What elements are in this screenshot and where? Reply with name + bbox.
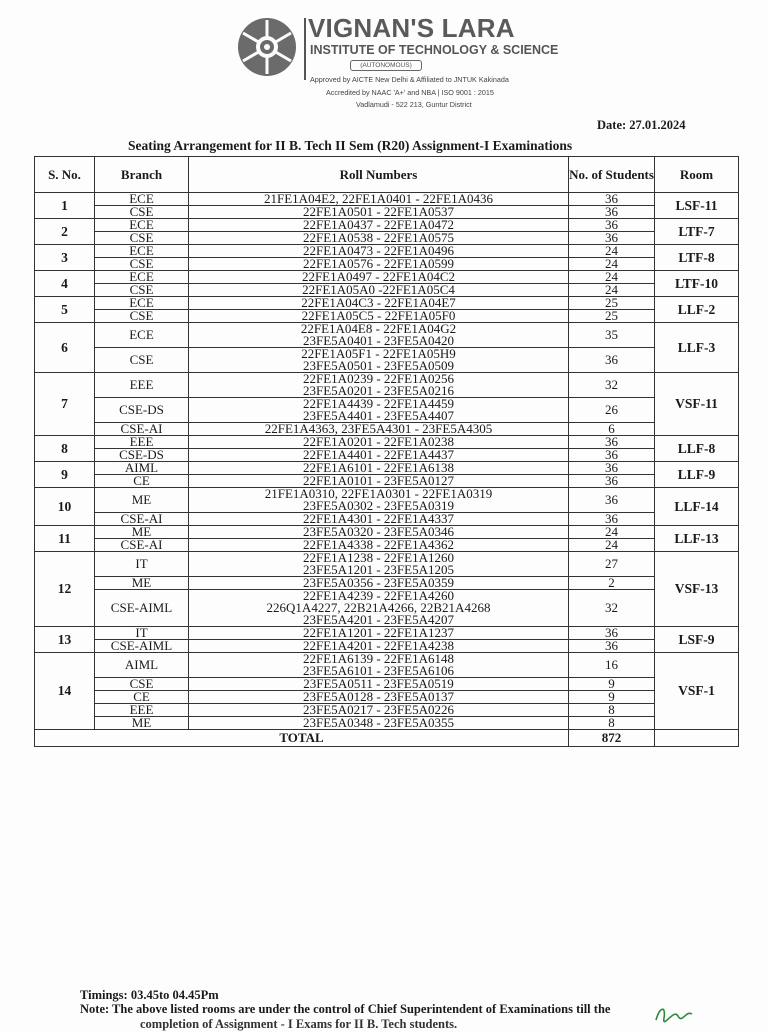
room-cell: LLF-9: [655, 462, 739, 488]
branch-cell: ECE: [95, 271, 189, 284]
branch-cell: CSE-DS: [95, 449, 189, 462]
branch-cell: ME: [95, 526, 189, 539]
seating-table: [34, 156, 739, 747]
roll-number-range: 22FE1A1238 - 22FE1A1260: [303, 550, 454, 565]
branch-cell: ECE: [95, 219, 189, 232]
header-roll-numbers: Roll Numbers: [189, 157, 569, 193]
roll-numbers-cell: [189, 348, 569, 373]
roll-numbers-cell: [189, 717, 569, 730]
roll-number-range: 23FE5A4201 - 23FE5A4207: [303, 612, 454, 627]
roll-number-range: 23FE5A0348 - 23FE5A0355: [303, 715, 454, 730]
note-continued: completion of Assignment - I Exams for II B. Tech students.: [140, 1017, 458, 1031]
table-row: [35, 717, 739, 730]
header-divider: [304, 18, 306, 80]
branch-cell: IT: [95, 627, 189, 640]
student-count-cell: 24: [569, 245, 655, 258]
roll-number-range: 23FE5A0320 - 23FE5A0346: [303, 524, 454, 539]
roll-number-range: 22FE1A4301 - 22FE1A4337: [303, 511, 454, 526]
branch-cell: AIML: [95, 462, 189, 475]
roll-number-range: 22FE1A6139 - 22FE1A6148: [303, 651, 454, 666]
branch-cell: ECE: [95, 193, 189, 206]
student-count-cell: 8: [569, 704, 655, 717]
room-cell: VSF-1: [655, 653, 739, 730]
branch-cell: CSE: [95, 310, 189, 323]
student-count-cell: 32: [569, 590, 655, 627]
institute-header: [236, 12, 576, 112]
roll-number-range: 23FE5A0128 - 23FE5A0137: [303, 689, 454, 704]
roll-numbers-cell: [189, 653, 569, 678]
approval-text: Approved by AICTE New Delhi & Affiliated to JNTUK Kakinada: [310, 75, 509, 84]
branch-cell: ECE: [95, 245, 189, 258]
roll-number-range: 23FE5A1201 - 23FE5A1205: [303, 562, 454, 577]
note: Note: The above listed rooms are under the control of Chief Superintendent of Examinations till the: [80, 1002, 611, 1016]
branch-cell: CSE: [95, 258, 189, 271]
room-cell: LLF-14: [655, 488, 739, 526]
serial-number: 13: [35, 627, 95, 653]
student-count-cell: 9: [569, 691, 655, 704]
institute-logo-icon: [236, 16, 298, 78]
room-cell: LSF-9: [655, 627, 739, 653]
student-count-cell: 25: [569, 297, 655, 310]
table-row: [35, 590, 739, 627]
institute-name: VIGNAN'S LARA: [308, 13, 515, 43]
student-count-cell: 24: [569, 526, 655, 539]
branch-cell: CSE: [95, 678, 189, 691]
roll-number-range: 22FE1A0101 - 23FE5A0127: [303, 473, 454, 488]
roll-number-range: 22FE1A0576 - 22FE1A0599: [303, 256, 454, 271]
roll-number-range: 23FE5A0201 - 23FE5A0216: [303, 383, 454, 398]
student-count-cell: 36: [569, 462, 655, 475]
roll-number-range: 22FE1A04E8 - 22FE1A04G2: [300, 321, 457, 336]
branch-cell: EEE: [95, 373, 189, 398]
roll-number-range: 22FE1A1201 - 22FE1A1237: [303, 625, 454, 640]
room-cell: LLF-2: [655, 297, 739, 323]
roll-number-range: 23FE5A0217 - 23FE5A0226: [303, 702, 454, 717]
date: Date: 27.01.2024: [597, 118, 686, 132]
roll-number-range: 22FE1A6101 - 22FE1A6138: [303, 460, 454, 475]
branch-cell: CSE-AI: [95, 513, 189, 526]
roll-number-range: 21FE1A04E2, 22FE1A0401 - 22FE1A0436: [264, 191, 493, 206]
student-count-cell: 16: [569, 653, 655, 678]
branch-cell: EEE: [95, 704, 189, 717]
roll-number-range: 22FE1A0437 - 22FE1A0472: [303, 217, 454, 232]
student-count-cell: 32: [569, 373, 655, 398]
serial-number: 7: [35, 373, 95, 436]
room-cell: LTF-10: [655, 271, 739, 297]
student-count-cell: 9: [569, 678, 655, 691]
student-count-cell: 2: [569, 577, 655, 590]
serial-number: 2: [35, 219, 95, 245]
student-count-cell: 26: [569, 398, 655, 423]
roll-numbers-cell: [189, 323, 569, 348]
branch-cell: EEE: [95, 436, 189, 449]
table-row: [35, 348, 739, 373]
serial-number: 1: [35, 193, 95, 219]
student-count-cell: 36: [569, 193, 655, 206]
branch-cell: CSE-AIML: [95, 640, 189, 653]
roll-number-range: 23FE5A0501 - 23FE5A0509: [303, 358, 454, 373]
roll-numbers-cell: [189, 398, 569, 423]
student-count-cell: 36: [569, 475, 655, 488]
serial-number: 4: [35, 271, 95, 297]
branch-cell: CSE: [95, 284, 189, 297]
branch-cell: ECE: [95, 323, 189, 348]
table-row: [35, 653, 739, 678]
student-count-cell: 24: [569, 539, 655, 552]
page-title: Seating Arrangement for II B. Tech II Sem (R20) Assignment-I Examinations: [128, 138, 573, 153]
branch-cell: CSE-AI: [95, 423, 189, 436]
branch-cell: CSE: [95, 232, 189, 245]
room-cell: LTF-8: [655, 245, 739, 271]
student-count-cell: 35: [569, 323, 655, 348]
branch-cell: CSE-AIML: [95, 590, 189, 627]
student-count-cell: 24: [569, 271, 655, 284]
branch-cell: CSE: [95, 348, 189, 373]
serial-number: 11: [35, 526, 95, 552]
room-cell: LSF-11: [655, 193, 739, 219]
roll-number-range: 22FE1A4401 - 22FE1A4437: [303, 447, 454, 462]
roll-number-range: 21FE1A0310, 22FE1A0301 - 22FE1A0319: [264, 486, 493, 501]
roll-numbers-cell: [189, 373, 569, 398]
roll-number-range: 23FE5A0356 - 23FE5A0359: [303, 575, 454, 590]
student-count-cell: 36: [569, 449, 655, 462]
branch-cell: CSE-DS: [95, 398, 189, 423]
serial-number: 12: [35, 552, 95, 627]
branch-cell: ME: [95, 717, 189, 730]
timings: Timings: 03.45to 04.45Pm: [80, 988, 219, 1002]
student-count-cell: 6: [569, 423, 655, 436]
student-count-cell: 27: [569, 552, 655, 577]
roll-number-range: 22FE1A0473 - 22FE1A0496: [303, 243, 454, 258]
table-row: [35, 552, 739, 577]
roll-number-range: 22FE1A0538 - 22FE1A0575: [303, 230, 454, 245]
student-count-cell: 36: [569, 232, 655, 245]
room-cell: VSF-11: [655, 373, 739, 436]
branch-cell: CSE: [95, 206, 189, 219]
branch-cell: ECE: [95, 297, 189, 310]
table-row: [35, 488, 739, 513]
serial-number: 5: [35, 297, 95, 323]
roll-number-range: 22FE1A05A0 -22FE1A05C4: [302, 282, 455, 297]
roll-number-range: 23FE5A6101 - 23FE5A6106: [303, 663, 454, 678]
table-row: [35, 398, 739, 423]
header-branch: Branch: [95, 157, 189, 193]
room-cell: LLF-13: [655, 526, 739, 552]
serial-number: 10: [35, 488, 95, 526]
branch-cell: CSE-AI: [95, 539, 189, 552]
roll-number-range: 22FE1A4201 - 22FE1A4238: [303, 638, 454, 653]
room-cell: LLF-8: [655, 436, 739, 462]
serial-number: 9: [35, 462, 95, 488]
branch-cell: CE: [95, 475, 189, 488]
student-count-cell: 24: [569, 258, 655, 271]
student-count-cell: 36: [569, 436, 655, 449]
student-count-cell: 36: [569, 640, 655, 653]
total-value: 872: [569, 730, 655, 747]
student-count-cell: 36: [569, 348, 655, 373]
address-text: Vadlamudi - 522 213, Guntur District: [356, 100, 472, 109]
roll-number-range: 226Q1A4227, 22B21A4266, 22B21A4268: [266, 600, 491, 615]
serial-number: 3: [35, 245, 95, 271]
branch-cell: IT: [95, 552, 189, 577]
student-count-cell: 36: [569, 219, 655, 232]
serial-number: 8: [35, 436, 95, 462]
header-sno: S. No.: [35, 157, 95, 193]
student-count-cell: 36: [569, 488, 655, 513]
student-count-cell: 36: [569, 513, 655, 526]
room-cell: LLF-3: [655, 323, 739, 373]
roll-number-range: 23FE5A0302 - 23FE5A0319: [303, 498, 454, 513]
roll-number-range: 22FE1A4338 - 22FE1A4362: [303, 537, 454, 552]
seating-table-body: [35, 193, 739, 730]
branch-cell: AIML: [95, 653, 189, 678]
roll-number-range: 22FE1A04C3 - 22FE1A04E7: [301, 295, 456, 310]
roll-number-range: 22FE1A0501 - 22FE1A0537: [303, 204, 454, 219]
total-room-cell: [655, 730, 739, 747]
roll-number-range: 23FE5A0401 - 23FE5A0420: [303, 333, 454, 348]
accreditation-text: Accredited by NAAC 'A+' and NBA | ISO 9001 : 2015: [326, 88, 494, 97]
header-room: Room: [655, 157, 739, 193]
institute-subtitle: INSTITUTE OF TECHNOLOGY & SCIENCE: [310, 43, 559, 57]
table-row: [35, 323, 739, 348]
branch-cell: ME: [95, 577, 189, 590]
table-row: [35, 373, 739, 398]
roll-number-range: 22FE1A4439 - 22FE1A4459: [303, 396, 454, 411]
branch-cell: CE: [95, 691, 189, 704]
total-label: TOTAL: [35, 730, 569, 747]
total-row: [35, 730, 739, 747]
student-count-cell: 25: [569, 310, 655, 323]
roll-number-range: 22FE1A05F1 - 22FE1A05H9: [301, 346, 456, 361]
table-header-row: [35, 157, 739, 193]
student-count-cell: 36: [569, 627, 655, 640]
serial-number: 14: [35, 653, 95, 730]
student-count-cell: 36: [569, 206, 655, 219]
roll-numbers-cell: [189, 488, 569, 513]
roll-numbers-cell: [189, 590, 569, 627]
roll-number-range: 22FE1A4239 - 22FE1A4260: [303, 588, 454, 603]
signature-icon: [652, 1002, 696, 1024]
roll-number-range: 23FE5A4401 - 23FE5A4407: [303, 408, 454, 423]
room-cell: LTF-7: [655, 219, 739, 245]
student-count-cell: 8: [569, 717, 655, 730]
roll-number-range: 22FE1A0239 - 22FE1A0256: [303, 371, 454, 386]
roll-number-range: 22FE1A4363, 23FE5A4301 - 23FE5A4305: [264, 421, 493, 436]
roll-number-range: 22FE1A05C5 - 22FE1A05F0: [301, 308, 456, 323]
student-count-cell: 24: [569, 284, 655, 297]
header-no-of-students: No. of Students: [569, 157, 655, 193]
roll-number-range: 22FE1A0201 - 22FE1A0238: [303, 434, 454, 449]
serial-number: 6: [35, 323, 95, 373]
roll-number-range: 22FE1A0497 - 22FE1A04C2: [301, 269, 456, 284]
roll-numbers-cell: [189, 552, 569, 577]
room-cell: VSF-13: [655, 552, 739, 627]
roll-number-range: 23FE5A0511 - 23FE5A0519: [303, 676, 454, 691]
autonomous-badge: (AUTONOMOUS): [350, 60, 422, 71]
branch-cell: ME: [95, 488, 189, 513]
